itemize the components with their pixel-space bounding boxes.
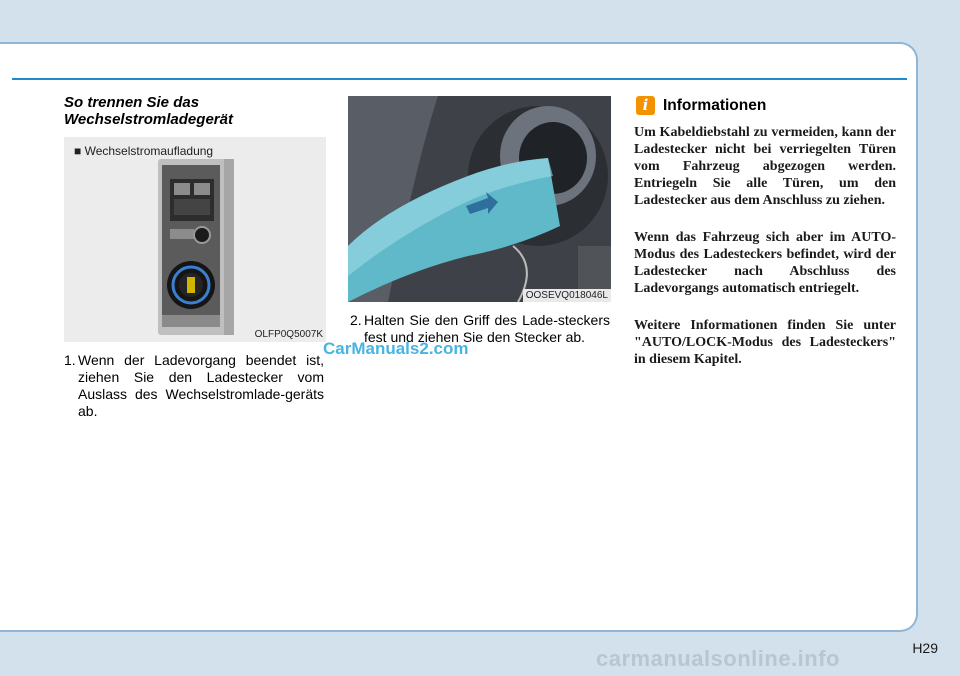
watermark-footer: carmanualsonline.info — [596, 646, 840, 671]
info-icon: i — [636, 96, 655, 115]
figure-code: OOSEVQ018046L — [523, 289, 611, 302]
header-rule — [12, 78, 907, 80]
page-number: H29 — [912, 640, 938, 656]
step-text: Halten Sie den Griff des Lade-steckers fest und ziehen Sie den Stecker ab. — [364, 312, 610, 345]
figure-code: OLFP0Q5007K — [254, 329, 323, 340]
connector-illustration — [348, 96, 611, 302]
step-text: Wenn der Ladevorgang beendet ist, ziehen Sie den Ladestecker vom Auslass des Wechselstromlade-geräts ab. — [78, 352, 324, 419]
info-paragraph: Weitere Informationen finden Sie unter "AUTO/LOCK-Modus des Ladesteckers" in diesem Kapitel. — [634, 318, 896, 367]
step-number: 2. — [350, 312, 362, 328]
section-title: So trennen Sie das Wechselstromladegerät — [64, 94, 233, 128]
figure-caption: ■ Wechselstromaufladung — [74, 144, 214, 158]
ac-charger-illustration — [64, 137, 326, 342]
figure-ac-charger — [64, 137, 326, 342]
figure-unplug-connector — [348, 96, 611, 302]
info-paragraph: Um Kabeldiebstahl zu vermeiden, kann der Ladestecker nicht bei verriegelten Türen vom Fahrzeug abgezogen werden. Entriegeln Sie alle Türen, um den Ladestecker aus dem Anschluss zu ziehen. — [634, 125, 896, 208]
step-1 — [64, 352, 324, 420]
watermark-inline: CarManuals2.com — [323, 339, 469, 358]
info-title: Informationen — [663, 97, 767, 114]
info-paragraph: Wenn das Fahrzeug sich aber im AUTO-Modus des Ladesteckers befindet, wird der Ladestecker nach Abschluss des Ladevorgangs automatisch entriegelt. — [634, 230, 896, 296]
step-number: 1. — [64, 352, 76, 368]
